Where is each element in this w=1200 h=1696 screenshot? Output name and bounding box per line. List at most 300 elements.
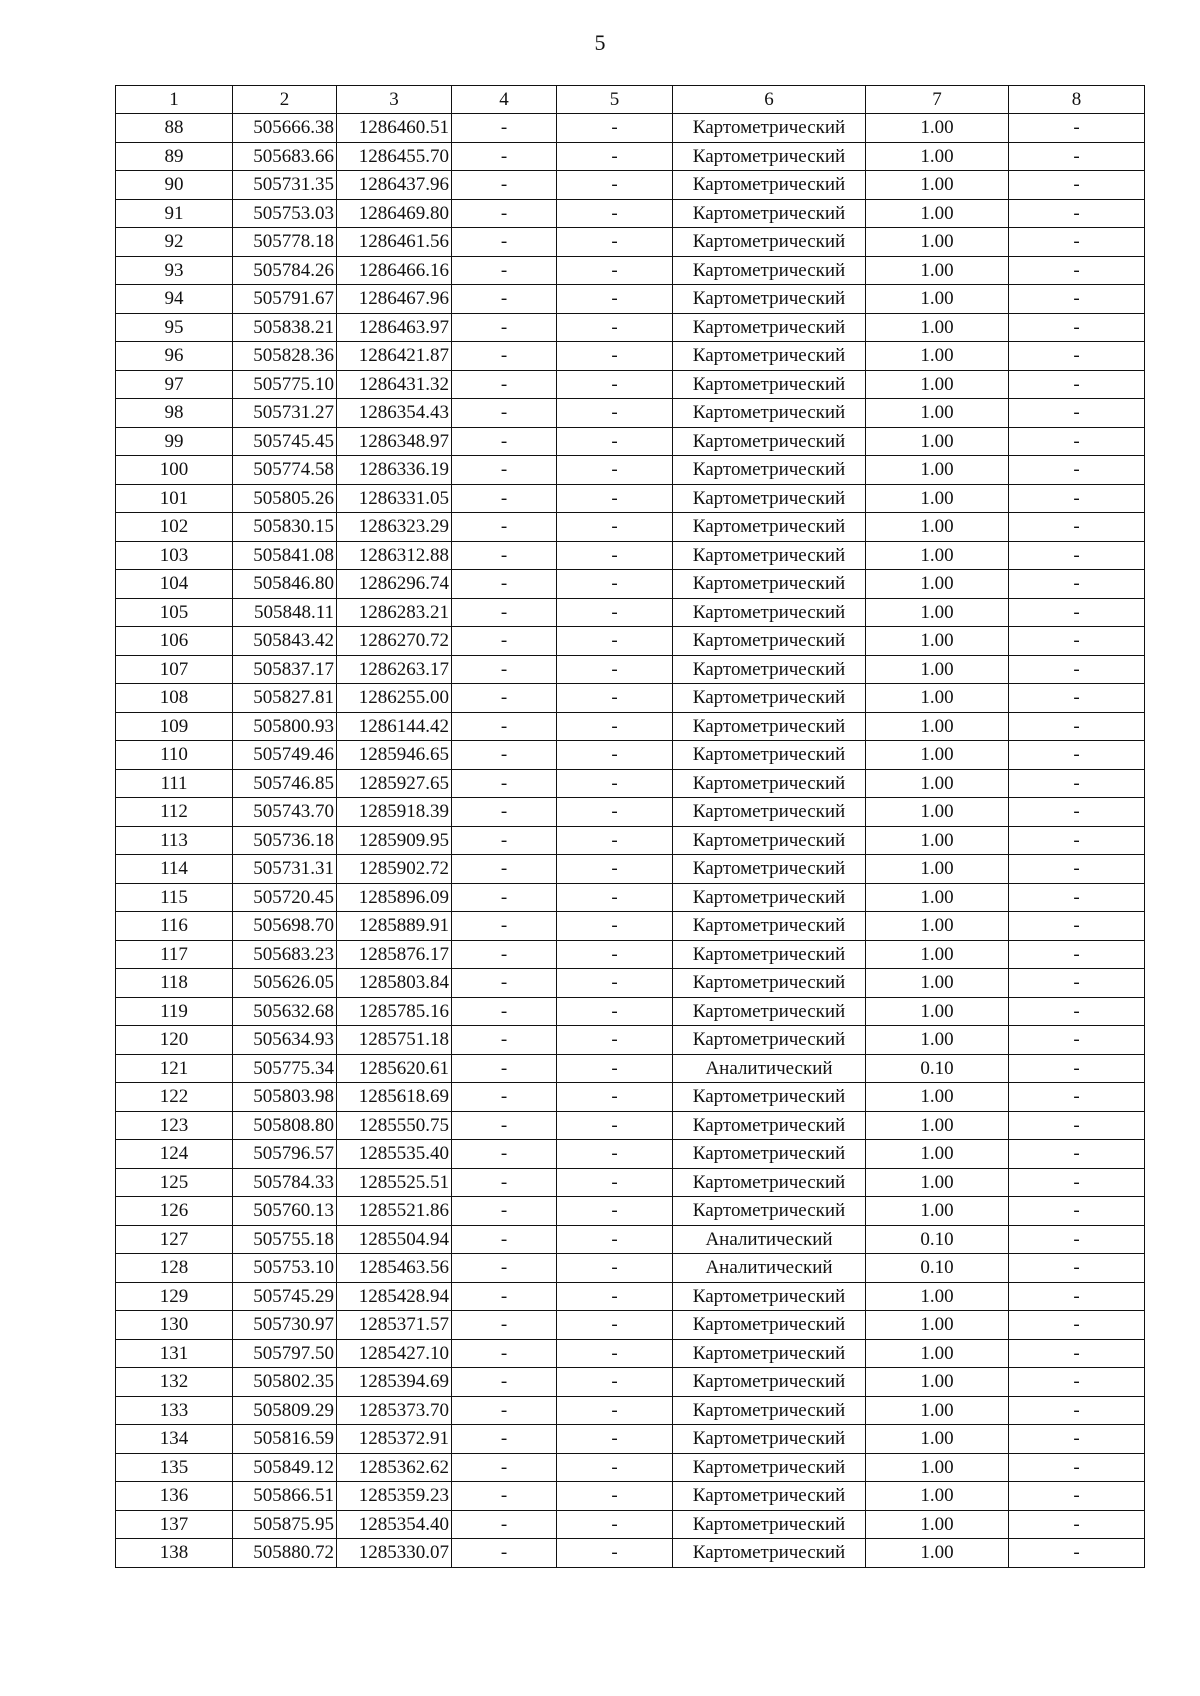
table-row (116, 1054, 1145, 1083)
column-5-cell: - (557, 427, 673, 456)
column-8-cell: - (1009, 1054, 1145, 1083)
column-4-cell: - (452, 1396, 557, 1425)
column-5-cell: - (557, 199, 673, 228)
y-coordinate-cell: 1285751.18 (337, 1026, 452, 1055)
y-coordinate-cell: 1285373.70 (337, 1396, 452, 1425)
method-cell: Картометрический (673, 883, 866, 912)
y-coordinate-cell: 1286467.96 (337, 285, 452, 314)
y-coordinate-cell: 1285896.09 (337, 883, 452, 912)
method-cell: Картометрический (673, 712, 866, 741)
column-5-cell: - (557, 855, 673, 884)
column-8-cell: - (1009, 484, 1145, 513)
column-4-cell: - (452, 1168, 557, 1197)
y-coordinate-cell: 1286455.70 (337, 142, 452, 171)
table-row (116, 484, 1145, 513)
x-coordinate-cell: 505830.15 (233, 513, 337, 542)
table-row (116, 1339, 1145, 1368)
point-number-cell: 98 (116, 399, 233, 428)
accuracy-cell: 1.00 (866, 798, 1009, 827)
point-number-cell: 108 (116, 684, 233, 713)
column-8-cell: - (1009, 826, 1145, 855)
x-coordinate-cell: 505774.58 (233, 456, 337, 485)
y-coordinate-cell: 1285362.62 (337, 1453, 452, 1482)
point-number-cell: 110 (116, 741, 233, 770)
column-header: 3 (337, 86, 452, 114)
column-5-cell: - (557, 313, 673, 342)
column-4-cell: - (452, 1311, 557, 1340)
column-5-cell: - (557, 1225, 673, 1254)
y-coordinate-cell: 1286323.29 (337, 513, 452, 542)
x-coordinate-cell: 505784.33 (233, 1168, 337, 1197)
x-coordinate-cell: 505755.18 (233, 1225, 337, 1254)
column-4-cell: - (452, 741, 557, 770)
x-coordinate-cell: 505802.35 (233, 1368, 337, 1397)
method-cell: Картометрический (673, 1510, 866, 1539)
column-5-cell: - (557, 598, 673, 627)
column-4-cell: - (452, 142, 557, 171)
column-4-cell: - (452, 940, 557, 969)
accuracy-cell: 1.00 (866, 883, 1009, 912)
x-coordinate-cell: 505743.70 (233, 798, 337, 827)
accuracy-cell: 1.00 (866, 313, 1009, 342)
column-5-cell: - (557, 1539, 673, 1568)
column-5-cell: - (557, 570, 673, 599)
method-cell: Картометрический (673, 199, 866, 228)
table-row (116, 684, 1145, 713)
y-coordinate-cell: 1286431.32 (337, 370, 452, 399)
column-4-cell: - (452, 912, 557, 941)
column-8-cell: - (1009, 798, 1145, 827)
column-8-cell: - (1009, 171, 1145, 200)
method-cell: Аналитический (673, 1054, 866, 1083)
point-number-cell: 91 (116, 199, 233, 228)
method-cell: Картометрический (673, 912, 866, 941)
method-cell: Картометрический (673, 285, 866, 314)
x-coordinate-cell: 505808.80 (233, 1111, 337, 1140)
table-row (116, 940, 1145, 969)
point-number-cell: 138 (116, 1539, 233, 1568)
point-number-cell: 127 (116, 1225, 233, 1254)
point-number-cell: 107 (116, 655, 233, 684)
column-8-cell: - (1009, 285, 1145, 314)
column-5-cell: - (557, 712, 673, 741)
column-5-cell: - (557, 256, 673, 285)
accuracy-cell: 1.00 (866, 969, 1009, 998)
table-row (116, 285, 1145, 314)
table-row (116, 598, 1145, 627)
x-coordinate-cell: 505736.18 (233, 826, 337, 855)
x-coordinate-cell: 505843.42 (233, 627, 337, 656)
accuracy-cell: 1.00 (866, 1026, 1009, 1055)
method-cell: Картометрический (673, 1026, 866, 1055)
column-5-cell: - (557, 1111, 673, 1140)
y-coordinate-cell: 1285525.51 (337, 1168, 452, 1197)
method-cell: Картометрический (673, 541, 866, 570)
point-number-cell: 92 (116, 228, 233, 257)
accuracy-cell: 1.00 (866, 228, 1009, 257)
point-number-cell: 134 (116, 1425, 233, 1454)
column-8-cell: - (1009, 1254, 1145, 1283)
column-8-cell: - (1009, 1539, 1145, 1568)
x-coordinate-cell: 505827.81 (233, 684, 337, 713)
column-4-cell: - (452, 370, 557, 399)
column-8-cell: - (1009, 541, 1145, 570)
x-coordinate-cell: 505666.38 (233, 114, 337, 143)
accuracy-cell: 1.00 (866, 570, 1009, 599)
column-4-cell: - (452, 627, 557, 656)
table-row (116, 313, 1145, 342)
method-cell: Картометрический (673, 826, 866, 855)
column-5-cell: - (557, 684, 673, 713)
point-number-cell: 132 (116, 1368, 233, 1397)
table-row (116, 1225, 1145, 1254)
column-4-cell: - (452, 1453, 557, 1482)
column-5-cell: - (557, 1339, 673, 1368)
column-4-cell: - (452, 484, 557, 513)
y-coordinate-cell: 1286283.21 (337, 598, 452, 627)
column-4-cell: - (452, 1225, 557, 1254)
method-cell: Картометрический (673, 142, 866, 171)
accuracy-cell: 1.00 (866, 1311, 1009, 1340)
column-8-cell: - (1009, 855, 1145, 884)
column-8-cell: - (1009, 627, 1145, 656)
accuracy-cell: 1.00 (866, 1510, 1009, 1539)
table-row (116, 712, 1145, 741)
column-5-cell: - (557, 171, 673, 200)
table-row (116, 1482, 1145, 1511)
column-8-cell: - (1009, 1396, 1145, 1425)
x-coordinate-cell: 505800.93 (233, 712, 337, 741)
point-number-cell: 114 (116, 855, 233, 884)
y-coordinate-cell: 1286331.05 (337, 484, 452, 513)
column-4-cell: - (452, 855, 557, 884)
x-coordinate-cell: 505683.66 (233, 142, 337, 171)
column-4-cell: - (452, 1140, 557, 1169)
x-coordinate-cell: 505634.93 (233, 1026, 337, 1055)
column-5-cell: - (557, 1083, 673, 1112)
point-number-cell: 115 (116, 883, 233, 912)
accuracy-cell: 1.00 (866, 1111, 1009, 1140)
column-8-cell: - (1009, 1510, 1145, 1539)
point-number-cell: 102 (116, 513, 233, 542)
table-row (116, 741, 1145, 770)
column-8-cell: - (1009, 342, 1145, 371)
table-row (116, 1168, 1145, 1197)
method-cell: Картометрический (673, 627, 866, 656)
y-coordinate-cell: 1285330.07 (337, 1539, 452, 1568)
x-coordinate-cell: 505731.35 (233, 171, 337, 200)
y-coordinate-cell: 1286263.17 (337, 655, 452, 684)
y-coordinate-cell: 1285504.94 (337, 1225, 452, 1254)
column-5-cell: - (557, 883, 673, 912)
y-coordinate-cell: 1285521.86 (337, 1197, 452, 1226)
point-number-cell: 111 (116, 769, 233, 798)
column-header: 7 (866, 86, 1009, 114)
method-cell: Картометрический (673, 598, 866, 627)
point-number-cell: 131 (116, 1339, 233, 1368)
point-number-cell: 101 (116, 484, 233, 513)
column-5-cell: - (557, 655, 673, 684)
column-4-cell: - (452, 399, 557, 428)
y-coordinate-cell: 1285785.16 (337, 997, 452, 1026)
column-5-cell: - (557, 1282, 673, 1311)
x-coordinate-cell: 505848.11 (233, 598, 337, 627)
y-coordinate-cell: 1285354.40 (337, 1510, 452, 1539)
column-4-cell: - (452, 570, 557, 599)
method-cell: Картометрический (673, 342, 866, 371)
y-coordinate-cell: 1286296.74 (337, 570, 452, 599)
column-4-cell: - (452, 826, 557, 855)
column-8-cell: - (1009, 1140, 1145, 1169)
point-number-cell: 133 (116, 1396, 233, 1425)
column-5-cell: - (557, 1453, 673, 1482)
point-number-cell: 122 (116, 1083, 233, 1112)
point-number-cell: 94 (116, 285, 233, 314)
table-row (116, 826, 1145, 855)
column-4-cell: - (452, 541, 557, 570)
x-coordinate-cell: 505838.21 (233, 313, 337, 342)
table-row (116, 1396, 1145, 1425)
x-coordinate-cell: 505809.29 (233, 1396, 337, 1425)
column-8-cell: - (1009, 712, 1145, 741)
column-8-cell: - (1009, 997, 1145, 1026)
column-8-cell: - (1009, 883, 1145, 912)
column-header: 8 (1009, 86, 1145, 114)
point-number-cell: 124 (116, 1140, 233, 1169)
x-coordinate-cell: 505880.72 (233, 1539, 337, 1568)
method-cell: Картометрический (673, 1339, 866, 1368)
point-number-cell: 136 (116, 1482, 233, 1511)
column-8-cell: - (1009, 427, 1145, 456)
table-row (116, 798, 1145, 827)
point-number-cell: 93 (116, 256, 233, 285)
table-row (116, 769, 1145, 798)
column-5-cell: - (557, 513, 673, 542)
column-4-cell: - (452, 285, 557, 314)
method-cell: Картометрический (673, 1453, 866, 1482)
table-row (116, 627, 1145, 656)
column-4-cell: - (452, 1482, 557, 1511)
x-coordinate-cell: 505866.51 (233, 1482, 337, 1511)
column-5-cell: - (557, 798, 673, 827)
accuracy-cell: 1.00 (866, 1453, 1009, 1482)
point-number-cell: 118 (116, 969, 233, 998)
accuracy-cell: 1.00 (866, 1282, 1009, 1311)
point-number-cell: 116 (116, 912, 233, 941)
table-row (116, 1539, 1145, 1568)
column-8-cell: - (1009, 684, 1145, 713)
point-number-cell: 103 (116, 541, 233, 570)
accuracy-cell: 0.10 (866, 1054, 1009, 1083)
x-coordinate-cell: 505745.29 (233, 1282, 337, 1311)
column-4-cell: - (452, 1510, 557, 1539)
column-8-cell: - (1009, 1368, 1145, 1397)
method-cell: Картометрический (673, 969, 866, 998)
method-cell: Картометрический (673, 114, 866, 143)
accuracy-cell: 1.00 (866, 741, 1009, 770)
column-4-cell: - (452, 199, 557, 228)
y-coordinate-cell: 1285918.39 (337, 798, 452, 827)
accuracy-cell: 1.00 (866, 114, 1009, 143)
accuracy-cell: 1.00 (866, 1168, 1009, 1197)
table-row (116, 1140, 1145, 1169)
table-row (116, 883, 1145, 912)
table-row (116, 1026, 1145, 1055)
method-cell: Картометрический (673, 1482, 866, 1511)
column-5-cell: - (557, 769, 673, 798)
column-8-cell: - (1009, 1453, 1145, 1482)
method-cell: Картометрический (673, 370, 866, 399)
x-coordinate-cell: 505837.17 (233, 655, 337, 684)
method-cell: Картометрический (673, 855, 866, 884)
table-row (116, 570, 1145, 599)
point-number-cell: 130 (116, 1311, 233, 1340)
point-number-cell: 137 (116, 1510, 233, 1539)
y-coordinate-cell: 1285428.94 (337, 1282, 452, 1311)
table-row (116, 1282, 1145, 1311)
y-coordinate-cell: 1285946.65 (337, 741, 452, 770)
column-8-cell: - (1009, 570, 1145, 599)
column-header: 6 (673, 86, 866, 114)
point-number-cell: 89 (116, 142, 233, 171)
method-cell: Картометрический (673, 655, 866, 684)
point-number-cell: 119 (116, 997, 233, 1026)
x-coordinate-cell: 505746.85 (233, 769, 337, 798)
accuracy-cell: 1.00 (866, 1539, 1009, 1568)
x-coordinate-cell: 505784.26 (233, 256, 337, 285)
table-body (116, 114, 1145, 1568)
y-coordinate-cell: 1286461.56 (337, 228, 452, 257)
point-number-cell: 121 (116, 1054, 233, 1083)
column-8-cell: - (1009, 1168, 1145, 1197)
column-4-cell: - (452, 1026, 557, 1055)
x-coordinate-cell: 505683.23 (233, 940, 337, 969)
y-coordinate-cell: 1286312.88 (337, 541, 452, 570)
column-4-cell: - (452, 342, 557, 371)
accuracy-cell: 1.00 (866, 1396, 1009, 1425)
y-coordinate-cell: 1285927.65 (337, 769, 452, 798)
table-row (116, 171, 1145, 200)
column-4-cell: - (452, 684, 557, 713)
column-5-cell: - (557, 484, 673, 513)
column-4-cell: - (452, 598, 557, 627)
table-row (116, 228, 1145, 257)
column-4-cell: - (452, 883, 557, 912)
column-5-cell: - (557, 627, 673, 656)
column-5-cell: - (557, 1510, 673, 1539)
y-coordinate-cell: 1285372.91 (337, 1425, 452, 1454)
method-cell: Картометрический (673, 228, 866, 257)
y-coordinate-cell: 1286270.72 (337, 627, 452, 656)
y-coordinate-cell: 1285359.23 (337, 1482, 452, 1511)
column-8-cell: - (1009, 1225, 1145, 1254)
y-coordinate-cell: 1285463.56 (337, 1254, 452, 1283)
x-coordinate-cell: 505749.46 (233, 741, 337, 770)
x-coordinate-cell: 505730.97 (233, 1311, 337, 1340)
accuracy-cell: 1.00 (866, 342, 1009, 371)
column-4-cell: - (452, 798, 557, 827)
column-8-cell: - (1009, 1111, 1145, 1140)
table-row (116, 655, 1145, 684)
point-number-cell: 135 (116, 1453, 233, 1482)
column-4-cell: - (452, 712, 557, 741)
accuracy-cell: 1.00 (866, 712, 1009, 741)
column-8-cell: - (1009, 769, 1145, 798)
method-cell: Картометрический (673, 684, 866, 713)
point-number-cell: 88 (116, 114, 233, 143)
point-number-cell: 112 (116, 798, 233, 827)
method-cell: Картометрический (673, 171, 866, 200)
column-8-cell: - (1009, 598, 1145, 627)
column-5-cell: - (557, 969, 673, 998)
x-coordinate-cell: 505797.50 (233, 1339, 337, 1368)
column-8-cell: - (1009, 114, 1145, 143)
method-cell: Картометрический (673, 513, 866, 542)
column-5-cell: - (557, 826, 673, 855)
accuracy-cell: 1.00 (866, 598, 1009, 627)
x-coordinate-cell: 505849.12 (233, 1453, 337, 1482)
method-cell: Картометрический (673, 1396, 866, 1425)
column-8-cell: - (1009, 1026, 1145, 1055)
column-8-cell: - (1009, 142, 1145, 171)
x-coordinate-cell: 505698.70 (233, 912, 337, 941)
column-4-cell: - (452, 655, 557, 684)
column-8-cell: - (1009, 969, 1145, 998)
column-4-cell: - (452, 969, 557, 998)
column-5-cell: - (557, 228, 673, 257)
column-4-cell: - (452, 313, 557, 342)
accuracy-cell: 1.00 (866, 1425, 1009, 1454)
accuracy-cell: 1.00 (866, 541, 1009, 570)
x-coordinate-cell: 505816.59 (233, 1425, 337, 1454)
table-row (116, 1425, 1145, 1454)
column-5-cell: - (557, 1482, 673, 1511)
x-coordinate-cell: 505828.36 (233, 342, 337, 371)
point-number-cell: 126 (116, 1197, 233, 1226)
method-cell: Картометрический (673, 1425, 866, 1454)
y-coordinate-cell: 1286469.80 (337, 199, 452, 228)
column-8-cell: - (1009, 313, 1145, 342)
accuracy-cell: 1.00 (866, 171, 1009, 200)
y-coordinate-cell: 1285371.57 (337, 1311, 452, 1340)
accuracy-cell: 1.00 (866, 256, 1009, 285)
x-coordinate-cell: 505632.68 (233, 997, 337, 1026)
table-row (116, 199, 1145, 228)
column-4-cell: - (452, 513, 557, 542)
method-cell: Картометрический (673, 940, 866, 969)
y-coordinate-cell: 1285394.69 (337, 1368, 452, 1397)
accuracy-cell: 1.00 (866, 199, 1009, 228)
method-cell: Картометрический (673, 1282, 866, 1311)
table-row (116, 997, 1145, 1026)
table-row (116, 399, 1145, 428)
x-coordinate-cell: 505731.27 (233, 399, 337, 428)
column-8-cell: - (1009, 1425, 1145, 1454)
x-coordinate-cell: 505720.45 (233, 883, 337, 912)
column-5-cell: - (557, 1425, 673, 1454)
method-cell: Картометрический (673, 456, 866, 485)
column-8-cell: - (1009, 655, 1145, 684)
method-cell: Аналитический (673, 1225, 866, 1254)
y-coordinate-cell: 1286421.87 (337, 342, 452, 371)
accuracy-cell: 1.00 (866, 142, 1009, 171)
column-4-cell: - (452, 256, 557, 285)
accuracy-cell: 1.00 (866, 370, 1009, 399)
accuracy-cell: 1.00 (866, 427, 1009, 456)
accuracy-cell: 1.00 (866, 285, 1009, 314)
x-coordinate-cell: 505846.80 (233, 570, 337, 599)
column-5-cell: - (557, 1026, 673, 1055)
